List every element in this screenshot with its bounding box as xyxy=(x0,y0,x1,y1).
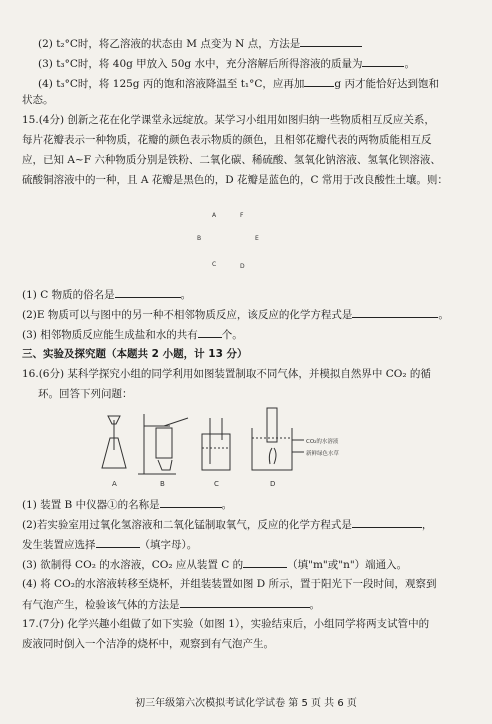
page-footer: 初三年级第六次模拟考试化学试卷 第 5 页 共 6 页 xyxy=(135,698,357,709)
q16-sub2-cont: 发生装置应选择 （填字母）。 xyxy=(22,539,198,551)
q15-sub1: (1) C 物质的俗名是 。 xyxy=(22,289,192,301)
answer-blank[interactable] xyxy=(96,537,140,548)
answer-blank[interactable] xyxy=(304,76,334,87)
answer-blank[interactable] xyxy=(198,327,222,338)
q16-sub1: (1) 装置 B 中仪器①的名称是 。 xyxy=(22,499,233,511)
petal-label: E xyxy=(255,235,259,242)
answer-blank[interactable] xyxy=(115,287,181,298)
q16-sub3: (3) 欲制得 CO₂ 的水溶液，CO₂ 应从装置 C 的 （填"m"或"n"）端通入。 xyxy=(22,559,408,571)
q14-part3: (3) t₃°C时，将 40g 甲放入 50g 水中，充分溶解后所得溶液的质量为 。 xyxy=(38,58,415,70)
q15-text-1: 15.(4分) 创新之花在化学课堂永远绽放。某学习小组用如图归纳一些物质相互反应关系， xyxy=(22,114,435,126)
q14-part4: (4) t₃°C时，将 125g 丙的饱和溶液降温至 t₁°C，应再加 g 丙才能恰好达到饱和 xyxy=(38,78,439,90)
answer-blank[interactable] xyxy=(160,497,222,508)
q16-sub4-cont: 有气泡产生，检验该气体的方法是 。 xyxy=(22,599,320,611)
answer-blank[interactable] xyxy=(352,307,438,318)
petal-label: A xyxy=(212,212,217,219)
apparatus-b xyxy=(138,414,188,474)
q15-text-2: 每片花瓣表示一种物质，花瓣的颜色表示物质的颜色，且相邻花瓣代表的两物质能相互反 xyxy=(22,134,432,146)
section-heading: 三、实验及探究题（本题共 2 小题，计 13 分） xyxy=(22,348,248,360)
apparatus-d xyxy=(252,408,304,470)
q16-sub4: (4) 将 CO₂的水溶液转移至烧杯，并组装装置如图 D 所示，置于阳光下一段时间，观察到 xyxy=(22,578,437,590)
petal-label: F xyxy=(240,212,244,219)
petal-label: D xyxy=(240,263,245,270)
water-label: CO₂的水溶液 xyxy=(306,439,339,445)
q16-sub2: (2)若实验室用过氧化氢溶液和二氧化锰制取氧气，反应的化学方程式是 ， xyxy=(22,519,433,531)
apparatus-a xyxy=(102,416,126,468)
apparatus-label: C xyxy=(214,480,219,488)
q15-sub3: (3) 相邻物质反应能生成盐和水的共有 个。 xyxy=(22,329,243,341)
q17-text-2: 废液同时倒入一个洁净的烧杯中，观察到有气泡产生。 xyxy=(22,638,274,650)
answer-blank[interactable] xyxy=(362,56,404,67)
q16-text-2: 环。回答下列问题： xyxy=(38,388,133,400)
answer-blank[interactable] xyxy=(243,557,287,568)
apparatus-label: A xyxy=(112,480,117,488)
apparatus-c xyxy=(202,418,230,470)
plant-label: 新鲜绿色水草 xyxy=(306,451,340,457)
apparatus-label: B xyxy=(160,480,165,488)
answer-blank[interactable] xyxy=(300,36,362,47)
q14-part4-cont: 状态。 xyxy=(22,94,54,106)
q17-text-1: 17.(7分) 化学兴趣小组做了如下实验（如图 1），实验结束后，小组同学将两支试管中的 xyxy=(22,618,430,630)
apparatus-diagram xyxy=(92,404,392,490)
petal-label: B xyxy=(197,235,202,242)
q15-sub2: (2)E 物质可以与图中的另一种不相邻物质反应，该反应的化学方程式是 。 xyxy=(22,309,449,321)
answer-blank[interactable] xyxy=(180,597,310,608)
q14-part2: (2) t₂°C时，将乙溶液的状态由 M 点变为 N 点，方法是 xyxy=(0,36,492,51)
q16-text-1: 16.(6分) 某科学探究小组的同学利用如图装置制取不同气体，并模拟自然界中 CO₂ 的循 xyxy=(22,368,431,380)
answer-blank[interactable] xyxy=(352,517,422,528)
petal-label: C xyxy=(212,261,217,268)
q15-text-4: 硫酸铜溶液中的一种，且 A 花瓣是黑色的，D 花瓣是蓝色的，C 常用于改良酸性土壤。则： xyxy=(22,174,448,186)
apparatus-label: D xyxy=(270,480,276,488)
q15-text-3: 应，已知 A~F 六种物质分别是铁粉、二氧化碳、稀硫酸、氢氧化钠溶液、氢氧化钡溶液、 xyxy=(22,154,441,166)
